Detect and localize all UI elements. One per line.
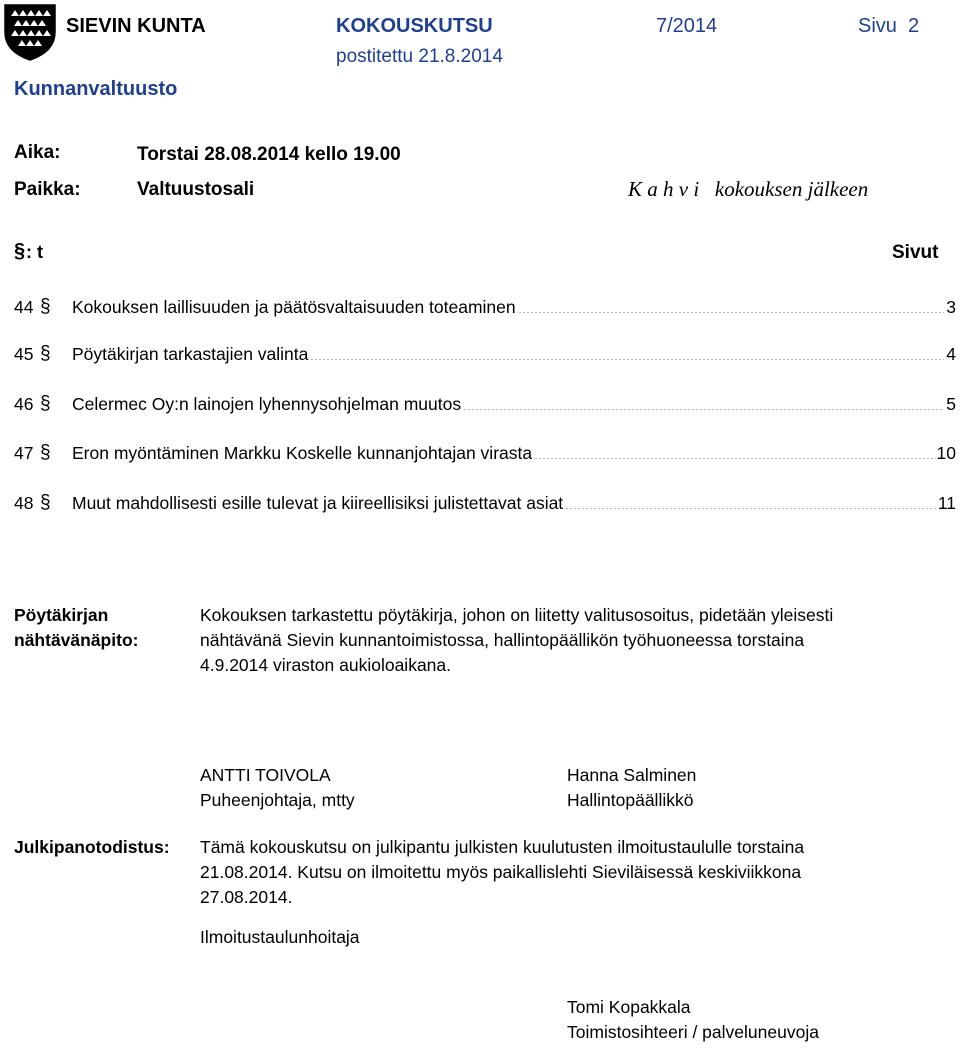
section-symbol-header — [14, 240, 25, 263]
toc-item-page: 4 — [946, 344, 956, 364]
dot-leader — [463, 409, 944, 410]
toc-item-number: 47 — [14, 443, 34, 463]
toc-item — [14, 493, 956, 517]
dot-leader — [534, 458, 934, 459]
document-type: KOKOUSKUTSU — [336, 15, 493, 37]
minutes-label-line1: Pöytäkirjan — [14, 605, 109, 625]
toc-item-title: Muut mahdollisesti esille tulevat ja kiireellisiksi julistettavat asiat — [72, 493, 564, 513]
coffee-note: K a h v i kokouksen jälkeen — [628, 177, 869, 201]
toc-item-number: 45 — [14, 344, 34, 364]
signer2-title: Toimistosihteeri / palveluneuvoja — [567, 1022, 819, 1042]
toc-item — [14, 344, 956, 368]
signer2-name: Tomi Kopakkala — [567, 997, 691, 1017]
publication-line3: 27.08.2014. — [200, 887, 293, 907]
toc-item-title: Kokouksen laillisuuden ja päätösvaltaisuuden toteaminen — [72, 297, 516, 317]
toc-item — [14, 443, 956, 467]
dot-leader — [565, 508, 936, 509]
toc-item-number: 46 — [14, 394, 34, 414]
dot-leader — [518, 312, 945, 313]
toc-pages-label: Sivut — [892, 242, 939, 263]
document-number: 7/2014 — [656, 15, 718, 37]
section-sign-icon: § — [40, 393, 51, 414]
place-value: Valtuustosali — [137, 179, 255, 200]
toc-item — [14, 297, 956, 321]
posted-date: postitettu 21.8.2014 — [336, 46, 503, 67]
chair-name: ANTTI TOIVOLA — [200, 765, 331, 785]
toc-item-number: 44 — [14, 297, 34, 317]
org-name: SIEVIN KUNTA — [66, 15, 206, 37]
page-number: Sivu 2 — [858, 15, 920, 37]
section-sign-icon: § — [14, 240, 26, 262]
board-role: Ilmoitustaulunhoitaja — [200, 927, 360, 947]
admin-name: Hanna Salminen — [567, 765, 697, 785]
toc-item-title: Celermec Oy:n lainojen lyhennysohjelman muutos — [72, 394, 462, 414]
minutes-text-line1: Kokouksen tarkastettu pöytäkirja, johon on liitetty valitusosoitus, pidetään yleisesti — [200, 605, 834, 625]
minutes-text-line2: nähtävänä Sievin kunnantoimistossa, hallintopäällikön työhuoneessa torstaina — [200, 630, 805, 650]
toc-section-label: : t — [26, 242, 43, 262]
toc-item-title: Pöytäkirjan tarkastajien valinta — [72, 344, 309, 364]
section-sign-icon: § — [40, 492, 51, 513]
time-value: Torstai 28.08.2014 kello 19.00 — [137, 144, 401, 165]
toc-item-page: 5 — [946, 394, 956, 414]
toc-item-title: Eron myöntäminen Markku Koskelle kunnanjohtajan virasta — [72, 443, 533, 463]
admin-title: Hallintopäällikkö — [567, 790, 694, 810]
toc-item-page: 10 — [936, 443, 956, 463]
section-sign-icon: § — [40, 296, 51, 317]
toc-item-page: 3 — [946, 297, 956, 317]
minutes-label-line2: nähtävänäpito: — [14, 630, 139, 650]
toc-item-number: 48 — [14, 493, 34, 513]
publication-line1: Tämä kokouskutsu on julkipantu julkisten kuulutusten ilmoitustaululle torstaina — [200, 837, 805, 857]
time-label: Aika: — [14, 142, 61, 163]
dot-leader — [310, 359, 944, 360]
toc-item — [14, 394, 956, 418]
minutes-text-line3: 4.9.2014 viraston aukioloaikana. — [200, 655, 452, 675]
toc-item-page: 11 — [937, 493, 956, 513]
place-label: Paikka: — [14, 179, 81, 200]
municipality-crest-logo — [2, 2, 58, 62]
body-name: Kunnanvaltuusto — [14, 78, 178, 100]
section-sign-icon: § — [40, 343, 51, 364]
publication-line2: 21.08.2014. Kutsu on ilmoitettu myös paikallislehti Sieviläisessä keskiviikkona — [200, 862, 802, 882]
chair-title: Puheenjohtaja, mtty — [200, 790, 355, 810]
section-sign-icon: § — [40, 442, 51, 463]
publication-label: Julkipanotodistus: — [14, 837, 170, 857]
